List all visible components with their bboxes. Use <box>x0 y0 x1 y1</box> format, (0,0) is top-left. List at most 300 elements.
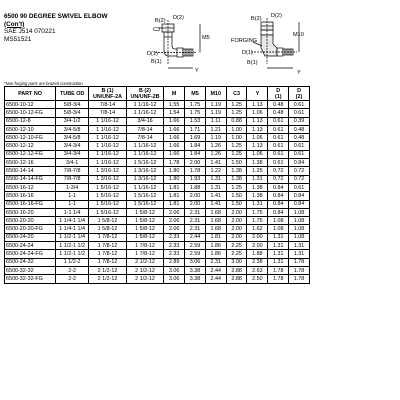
table-cell: 2.59 <box>185 250 206 258</box>
document-header <box>4 13 116 43</box>
part-number-cell: 6500-12-12 <box>5 142 56 150</box>
table-cell: 2.25 <box>226 250 247 258</box>
table-cell: 1.75 <box>185 101 206 109</box>
table-cell: 2 1/2-12 <box>89 266 126 274</box>
table-cell: 1.08 <box>268 217 289 225</box>
table-cell: 0.61 <box>289 150 310 158</box>
brazed-elbow-labels <box>147 15 210 74</box>
table-cell: 1.88 <box>247 250 268 258</box>
column-header: D (1) <box>268 87 289 101</box>
diagram-label-d1-left: D(1) <box>147 51 158 57</box>
table-cell: 1.25 <box>226 183 247 191</box>
table-cell: 1 7/8-12 <box>126 250 163 258</box>
table-cell: 2.00 <box>226 217 247 225</box>
table-cell: 1.78 <box>268 275 289 283</box>
table-cell: 1.26 <box>205 150 226 158</box>
table-cell: 1.53 <box>185 117 206 125</box>
table-cell: 1 5/8-12 <box>89 225 126 233</box>
table-cell: 2.44 <box>205 275 226 283</box>
brazed-elbow-drawing <box>155 20 200 68</box>
table-cell: 1.13 <box>247 117 268 125</box>
table-cell: 2.89 <box>164 258 185 266</box>
diagram-label-b1-right: B(1) <box>247 60 258 66</box>
table-cell: 1 5/8-12 <box>126 217 163 225</box>
table-cell: 1.75 <box>185 109 206 117</box>
table-cell: 3/4-3/4 <box>56 150 89 158</box>
table-cell: 1.66 <box>164 142 185 150</box>
table-cell: 3.06 <box>164 275 185 283</box>
table-cell: 1.41 <box>205 159 226 167</box>
diagram-label-m5: M5 <box>202 35 210 41</box>
table-cell: 1.08 <box>289 233 310 241</box>
table-cell: 1.84 <box>185 142 206 150</box>
table-cell: 3.38 <box>185 266 206 274</box>
table-cell: 0.72 <box>289 175 310 183</box>
table-cell: 1 1/16-12 <box>89 159 126 167</box>
diagram-label-c3: C3 <box>153 27 161 33</box>
table-cell: 0.61 <box>268 117 289 125</box>
table-cell: 1 5/16-12 <box>89 208 126 216</box>
part-number-cell: 6500-24-20 <box>5 233 56 241</box>
table-cell: 1 7/8-12 <box>89 242 126 250</box>
table-cell: 1 3/16-12 <box>89 167 126 175</box>
elbow-fitting-drawings <box>147 12 307 84</box>
part-number-cell: 6500-16-12 <box>5 183 56 191</box>
table-cell: 1.11 <box>205 117 226 125</box>
table-cell: 1.31 <box>247 200 268 208</box>
table-cell: 2.00 <box>247 233 268 241</box>
table-cell: 1.08 <box>289 208 310 216</box>
table-row <box>5 183 310 191</box>
table-cell: 2 1/2-12 <box>126 275 163 283</box>
table-row <box>5 117 310 125</box>
table-row <box>5 109 310 117</box>
table-cell: 7/8-14 <box>126 134 163 142</box>
table-cell: 0.61 <box>289 183 310 191</box>
table-cell: 1 1/16-12 <box>89 125 126 133</box>
table-cell: 2 1/2-12 <box>126 266 163 274</box>
table-cell: 0.48 <box>289 125 310 133</box>
table-cell: 1.50 <box>226 192 247 200</box>
table-cell: 1 3/16-12 <box>89 175 126 183</box>
table-cell: 1-1 <box>56 192 89 200</box>
table-cell: 2.33 <box>164 242 185 250</box>
table-cell: 1 7/8-12 <box>89 258 126 266</box>
table-cell: 7/8-7/8 <box>56 167 89 175</box>
table-row <box>5 225 310 233</box>
diagram-label-b1-left: B(1) <box>151 59 162 65</box>
table-cell: 2.25 <box>226 242 247 250</box>
table-cell: 1.78 <box>289 275 310 283</box>
table-cell: 0.84 <box>289 200 310 208</box>
column-header: TUBE OD <box>56 87 89 101</box>
table-cell: 1 3/16-12 <box>126 175 163 183</box>
table-cell: 1.50 <box>226 159 247 167</box>
table-row <box>5 250 310 258</box>
table-cell: 1.78 <box>289 266 310 274</box>
table-cell: 2.00 <box>226 233 247 241</box>
table-cell: 3.06 <box>164 266 185 274</box>
table-cell: 1.13 <box>247 101 268 109</box>
table-cell: 1.06 <box>247 109 268 117</box>
table-cell: 1.66 <box>164 125 185 133</box>
table-cell: 1.25 <box>247 167 268 175</box>
table-cell: 2.31 <box>185 225 206 233</box>
table-cell: 2.31 <box>205 258 226 266</box>
part-number-cell: 6500-16-16-FG <box>5 200 56 208</box>
table-cell: 1.69 <box>185 134 206 142</box>
table-cell: 7/8-14 <box>126 125 163 133</box>
table-cell: 2.38 <box>247 258 268 266</box>
table-cell: 1.62 <box>247 225 268 233</box>
table-cell: 1 5/16-12 <box>89 183 126 191</box>
table-cell: 0.84 <box>268 183 289 191</box>
table-cell: 1 1/16-12 <box>89 134 126 142</box>
table-cell: 1.31 <box>268 250 289 258</box>
table-cell: 1.86 <box>205 250 226 258</box>
table-cell: 1 1/16-12 <box>126 183 163 191</box>
spec-line-2: MS51521 <box>4 35 32 43</box>
table-cell: 1.08 <box>289 225 310 233</box>
table-cell: 0.48 <box>268 101 289 109</box>
table-row <box>5 125 310 133</box>
table-row <box>5 242 310 250</box>
part-number-cell: 6500-24-24-FG <box>5 250 56 258</box>
table-row <box>5 258 310 266</box>
table-cell: 1.31 <box>205 175 226 183</box>
table-cell: 1.19 <box>205 109 226 117</box>
diagram-label-b2-left: B(2) <box>155 18 166 24</box>
table-cell: 7/8-14 <box>89 109 126 117</box>
table-cell: 2.44 <box>185 233 206 241</box>
table-cell: 2.06 <box>164 208 185 216</box>
table-cell: 1.55 <box>164 101 185 109</box>
table-cell: 0.84 <box>289 192 310 200</box>
table-cell: 1.25 <box>226 109 247 117</box>
column-header: M <box>164 87 185 101</box>
table-cell: 1 1/2-2 <box>56 258 89 266</box>
table-cell: 1 7/8-12 <box>89 250 126 258</box>
diagram-label-d1-right: D(1) <box>242 50 253 56</box>
table-cell: 0.72 <box>268 175 289 183</box>
table-cell: 1 1/4-1 1/4 <box>56 217 89 225</box>
table-cell: 1 5/8-12 <box>126 225 163 233</box>
column-header: Y <box>247 87 268 101</box>
table-cell: 1 5/16-12 <box>126 192 163 200</box>
fitting-spec-table <box>4 86 310 284</box>
table-cell: 1.81 <box>205 233 226 241</box>
table-row <box>5 167 310 175</box>
table-cell: 1.75 <box>247 217 268 225</box>
table-cell: 1 7/8-12 <box>126 242 163 250</box>
table-cell: 2.06 <box>164 217 185 225</box>
table-cell: 2.59 <box>185 242 206 250</box>
table-cell: 1.31 <box>247 175 268 183</box>
table-cell: 1 1/16-12 <box>89 117 126 125</box>
part-number-cell: 6500-20-20-FG <box>5 225 56 233</box>
table-row <box>5 134 310 142</box>
table-cell: 1 5/16-12 <box>126 159 163 167</box>
table-cell: 7/8-7/8 <box>56 175 89 183</box>
table-cell: 3/4-3/4 <box>56 142 89 150</box>
part-number-cell: 6500-12-12-FG <box>5 150 56 158</box>
table-cell: 0.48 <box>268 109 289 117</box>
table-cell: 2.00 <box>185 159 206 167</box>
document-title: 6500 90 DEGREE SWIVEL ELBOW <box>4 13 108 20</box>
column-header: M10 <box>205 87 226 101</box>
table-cell: 1 1/2-1 1/2 <box>56 242 89 250</box>
diagram-label-m10: M10 <box>293 32 304 38</box>
table-cell: 1.81 <box>164 183 185 191</box>
table-cell: 1.81 <box>164 192 185 200</box>
table-cell: 0.84 <box>268 208 289 216</box>
table-cell: 2.00 <box>185 200 206 208</box>
table-row <box>5 217 310 225</box>
table-cell: 1.80 <box>164 175 185 183</box>
table-cell: 1.78 <box>164 159 185 167</box>
table-cell: 5/8-3/4 <box>56 101 89 109</box>
table-cell: 1.31 <box>289 250 310 258</box>
table-cell: 0.61 <box>268 142 289 150</box>
table-cell: 1 1/16-12 <box>89 150 126 158</box>
table-cell: 1.00 <box>226 134 247 142</box>
document-subtitle: (Con't) <box>4 20 25 28</box>
table-cell: 3.38 <box>185 275 206 283</box>
column-header: B (2) UN/UNF-2B <box>126 87 163 101</box>
table-cell: 0.84 <box>268 192 289 200</box>
table-cell: 1 5/16-12 <box>89 192 126 200</box>
table-cell: 1.41 <box>205 192 226 200</box>
table-cell: 2.33 <box>164 250 185 258</box>
table-cell: 1.31 <box>205 183 226 191</box>
table-cell: 1.88 <box>185 183 206 191</box>
table-cell: 2.00 <box>226 208 247 216</box>
table-cell: 0.88 <box>226 117 247 125</box>
table-cell: 1 1/16-12 <box>89 142 126 150</box>
table-cell: 0.61 <box>268 159 289 167</box>
table-row <box>5 175 310 183</box>
part-number-cell: 6500-10-12-FG <box>5 109 56 117</box>
diagram-label-y-right: Y <box>297 70 301 76</box>
table-cell: 2.06 <box>164 225 185 233</box>
column-header: D (2) <box>289 87 310 101</box>
table-cell: 1 1/16-12 <box>126 109 163 117</box>
table-cell: 2 1/2-12 <box>89 275 126 283</box>
column-header: B (1) UN/UNF-2A <box>89 87 126 101</box>
table-cell: 1.19 <box>205 101 226 109</box>
construction-note: *Non forging parts are brazed construction <box>4 81 83 86</box>
table-cell: 2.63 <box>247 266 268 274</box>
table-cell: 0.84 <box>268 200 289 208</box>
part-number-cell: 6500-12-10 <box>5 125 56 133</box>
table-cell: 2.33 <box>164 233 185 241</box>
part-number-cell: 6500-12-16 <box>5 159 56 167</box>
table-cell: 1.68 <box>205 208 226 216</box>
table-cell: 1 1/2-1 1/2 <box>56 250 89 258</box>
table-cell: 1 1/4-1 1/4 <box>56 225 89 233</box>
table-row <box>5 275 310 283</box>
table-row <box>5 101 310 109</box>
table-cell: 1-1 1/4 <box>56 208 89 216</box>
table-cell: 1.31 <box>289 242 310 250</box>
table-cell: 5/8-3/4 <box>56 109 89 117</box>
table-cell: 1 1/2-1 1/4 <box>56 233 89 241</box>
spec-line-1: SAE J514 070221 <box>4 28 56 36</box>
table-cell: 1.81 <box>164 200 185 208</box>
table-cell: 1 1/16-12 <box>126 142 163 150</box>
table-cell: 1.38 <box>247 159 268 167</box>
table-cell: 1.21 <box>205 125 226 133</box>
table-cell: 2.44 <box>205 266 226 274</box>
table-header-row <box>5 87 310 101</box>
table-cell: 1.38 <box>247 192 268 200</box>
table-cell: 1.22 <box>205 167 226 175</box>
part-number-cell: 6500-32-32 <box>5 266 56 274</box>
table-cell: 1.78 <box>268 266 289 274</box>
table-cell: 2-2 <box>56 275 89 283</box>
table-cell: 1 5/16-12 <box>126 200 163 208</box>
diagram-label-d2-left: D(2) <box>173 15 184 21</box>
diagram-label-y-left: Y <box>195 68 199 74</box>
part-number-cell: 6500-32-32-FG <box>5 275 56 283</box>
table-cell: 1.66 <box>164 134 185 142</box>
part-number-cell: 6500-20-20 <box>5 217 56 225</box>
table-cell: 0.61 <box>268 134 289 142</box>
table-cell: 1.54 <box>164 109 185 117</box>
table-cell: 1.66 <box>164 150 185 158</box>
table-cell: 2 1/2-12 <box>126 258 163 266</box>
forged-elbow-drawing <box>251 18 299 68</box>
diagram-label-d2-right: D(2) <box>271 13 282 19</box>
table-cell: 1.75 <box>247 208 268 216</box>
table-cell: 1.86 <box>205 242 226 250</box>
part-number-cell: 6500-16-20 <box>5 208 56 216</box>
table-cell: 0.39 <box>289 117 310 125</box>
table-cell: 1.78 <box>289 258 310 266</box>
table-row <box>5 233 310 241</box>
table-cell: 0.72 <box>289 167 310 175</box>
part-number-cell: 6500-12-8 <box>5 117 56 125</box>
table-cell: 1.06 <box>247 134 268 142</box>
table-cell: 1.84 <box>185 150 206 158</box>
table-cell: 1 7/8-12 <box>89 233 126 241</box>
column-header: C3 <box>226 87 247 101</box>
table-cell: 0.61 <box>268 125 289 133</box>
table-cell: 1.13 <box>247 125 268 133</box>
table-cell: 1.38 <box>226 167 247 175</box>
table-row <box>5 142 310 150</box>
table-cell: 1.93 <box>185 175 206 183</box>
table-cell: 1.13 <box>247 142 268 150</box>
table-cell: 0.84 <box>289 159 310 167</box>
table-cell: 1.38 <box>247 183 268 191</box>
table-cell: 1.31 <box>268 233 289 241</box>
table-cell: 2.00 <box>247 242 268 250</box>
table-cell: 1.71 <box>185 125 206 133</box>
part-number-cell: 6500-24-24 <box>5 242 56 250</box>
table-cell: 1-1 <box>56 200 89 208</box>
table-cell: 1 5/8-12 <box>126 233 163 241</box>
table-cell: 0.61 <box>289 109 310 117</box>
table-cell: 1.25 <box>226 101 247 109</box>
table-cell: 1.26 <box>205 142 226 150</box>
table-cell: 1.31 <box>268 242 289 250</box>
table-cell: 1.68 <box>205 217 226 225</box>
part-number-cell: 6500-16-16 <box>5 192 56 200</box>
table-cell: 1 1/16-12 <box>126 101 163 109</box>
table-cell: 1 5/8-12 <box>89 217 126 225</box>
table-cell: 1.19 <box>205 134 226 142</box>
part-number-cell: 6500-14-14 <box>5 167 56 175</box>
diagram-label-forging: FORGING <box>231 38 258 44</box>
table-cell: 3.06 <box>185 258 206 266</box>
table-cell: 3/4-1 <box>56 159 89 167</box>
table-cell: 2.50 <box>247 275 268 283</box>
table-cell: 2-2 <box>56 266 89 274</box>
table-cell: 1.25 <box>226 150 247 158</box>
table-cell: 1.06 <box>247 150 268 158</box>
table-cell: 2.00 <box>185 192 206 200</box>
table-cell: 1.25 <box>226 142 247 150</box>
table-cell: 2.00 <box>226 225 247 233</box>
table-cell: 1.80 <box>164 167 185 175</box>
column-header: PART NO <box>5 87 56 101</box>
table-cell: 1.08 <box>268 225 289 233</box>
table-cell: 2.88 <box>226 266 247 274</box>
table-cell: 1.38 <box>226 175 247 183</box>
table-row <box>5 208 310 216</box>
table-cell: 3/4-5/8 <box>56 125 89 133</box>
table-cell: 1.78 <box>185 167 206 175</box>
table-row <box>5 192 310 200</box>
table-row <box>5 200 310 208</box>
column-header: M5 <box>185 87 206 101</box>
part-number-cell: 6500-14-14-FG <box>5 175 56 183</box>
table-row <box>5 266 310 274</box>
part-number-cell: 6500-10-12 <box>5 101 56 109</box>
table-cell: 2.31 <box>185 208 206 216</box>
part-number-cell: 6500-12-10-FG <box>5 134 56 142</box>
table-cell: 1.50 <box>226 200 247 208</box>
table-cell: 0.72 <box>268 167 289 175</box>
table-body <box>5 101 310 284</box>
table-cell: 1 1/16-12 <box>126 150 163 158</box>
table-row <box>5 159 310 167</box>
diagram-label-b2-right: B(2) <box>251 16 262 22</box>
table-cell: 1 5/16-12 <box>89 200 126 208</box>
table-cell: 1.31 <box>268 258 289 266</box>
table-cell: 0.48 <box>289 134 310 142</box>
table-cell: 1.41 <box>205 200 226 208</box>
table-cell: 1.68 <box>205 225 226 233</box>
table-cell: 1.66 <box>164 117 185 125</box>
table-cell: 3/4-5/8 <box>56 134 89 142</box>
table-row <box>5 150 310 158</box>
table-cell: 2.31 <box>185 217 206 225</box>
table-cell: 0.61 <box>289 142 310 150</box>
table-cell: 2.88 <box>226 275 247 283</box>
table-cell: 0.61 <box>289 101 310 109</box>
table-cell: 3/4-16 <box>126 117 163 125</box>
table-cell: 3.00 <box>226 258 247 266</box>
part-number-cell: 6500-24-32 <box>5 258 56 266</box>
table-cell: 1.08 <box>289 217 310 225</box>
table-cell: 1.00 <box>226 125 247 133</box>
table-cell: 0.61 <box>268 150 289 158</box>
table-cell: 3/4-1/2 <box>56 117 89 125</box>
table-cell: 1-3/4 <box>56 183 89 191</box>
table-cell: 1 5/8-12 <box>126 208 163 216</box>
